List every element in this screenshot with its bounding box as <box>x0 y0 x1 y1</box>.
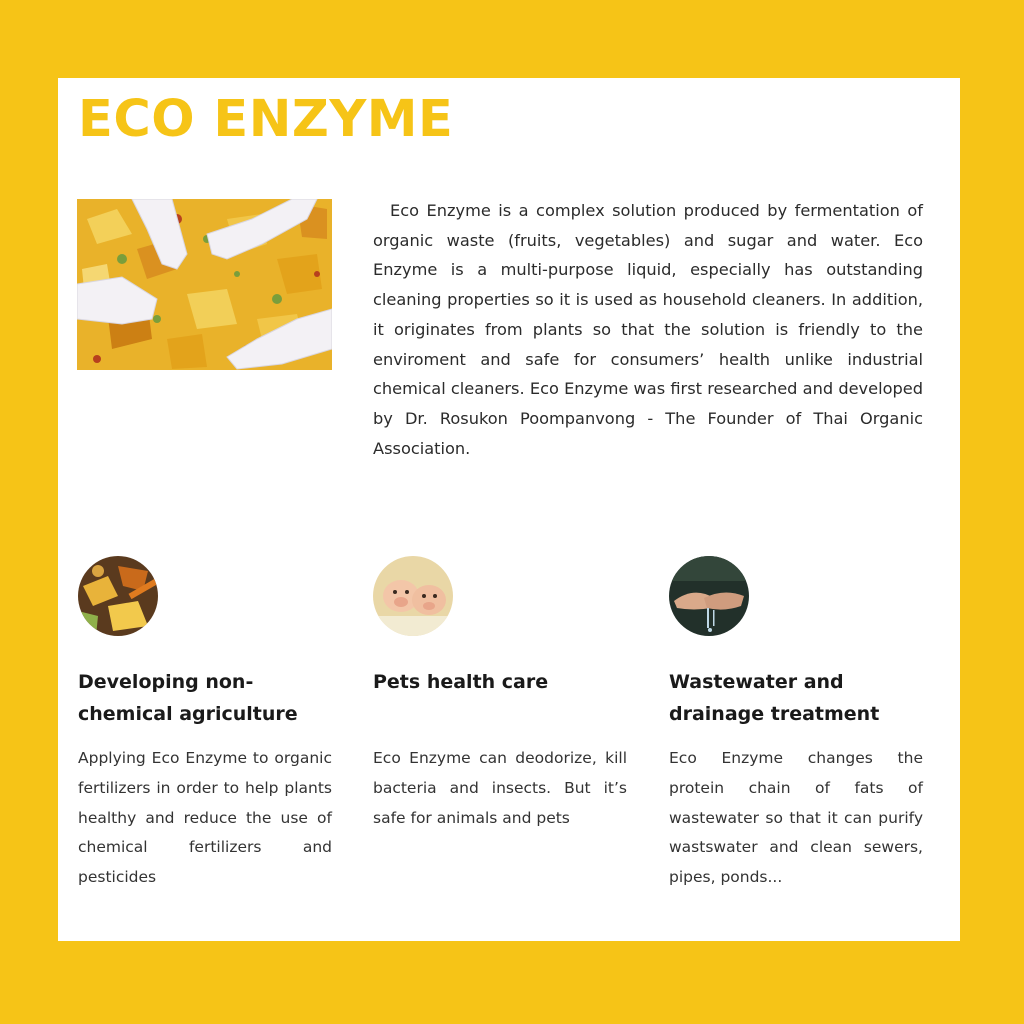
feature-title: Wastewater and drainage treatment <box>669 671 880 725</box>
feature-description: Applying Eco Enzyme to organic fertilizers in order to help plants healthy and reduce the use of chemical fertilizers and pesticides <box>78 749 332 887</box>
fermentation-hero-image <box>77 199 332 370</box>
feature-wastewater <box>669 556 923 887</box>
feature-title: Pets health care <box>373 671 549 693</box>
feature-description: Eco Enzyme changes the protein chain of fats of wastewater so that it can purify wastswater and clean sewers, pipes, ponds... <box>669 749 923 887</box>
feature-agriculture <box>78 556 332 887</box>
feature-title: Developing non-chemical agriculture <box>78 671 298 725</box>
content-card <box>58 78 960 941</box>
feature-pets <box>373 556 627 827</box>
compost-icon <box>78 556 158 636</box>
feature-description: Eco Enzyme can deodorize, kill bacteria and insects. But it’s safe for animals and pets <box>373 749 627 827</box>
page-title: ECO ENZYME <box>78 90 454 149</box>
pigs-icon <box>373 556 453 636</box>
water-hands-icon <box>669 556 749 636</box>
peels-gloves-illustration <box>77 199 332 370</box>
intro-paragraph: Eco Enzyme is a complex solution produced by fermentation of organic waste (fruits, vegetables) and sugar and water. Eco Enzyme is a multi-purpose liquid, especially has outstanding cleaning properties so it is used as household cleaners. In addition, it originates from plants so that the solution is friendly to the enviroment and safe for consumers’ health unlike industrial chemical cleaners. Eco Enzyme was first researched and developed by Dr. Rosukon Poompanvong - The Founder of Thai Organic Association. <box>373 201 923 458</box>
